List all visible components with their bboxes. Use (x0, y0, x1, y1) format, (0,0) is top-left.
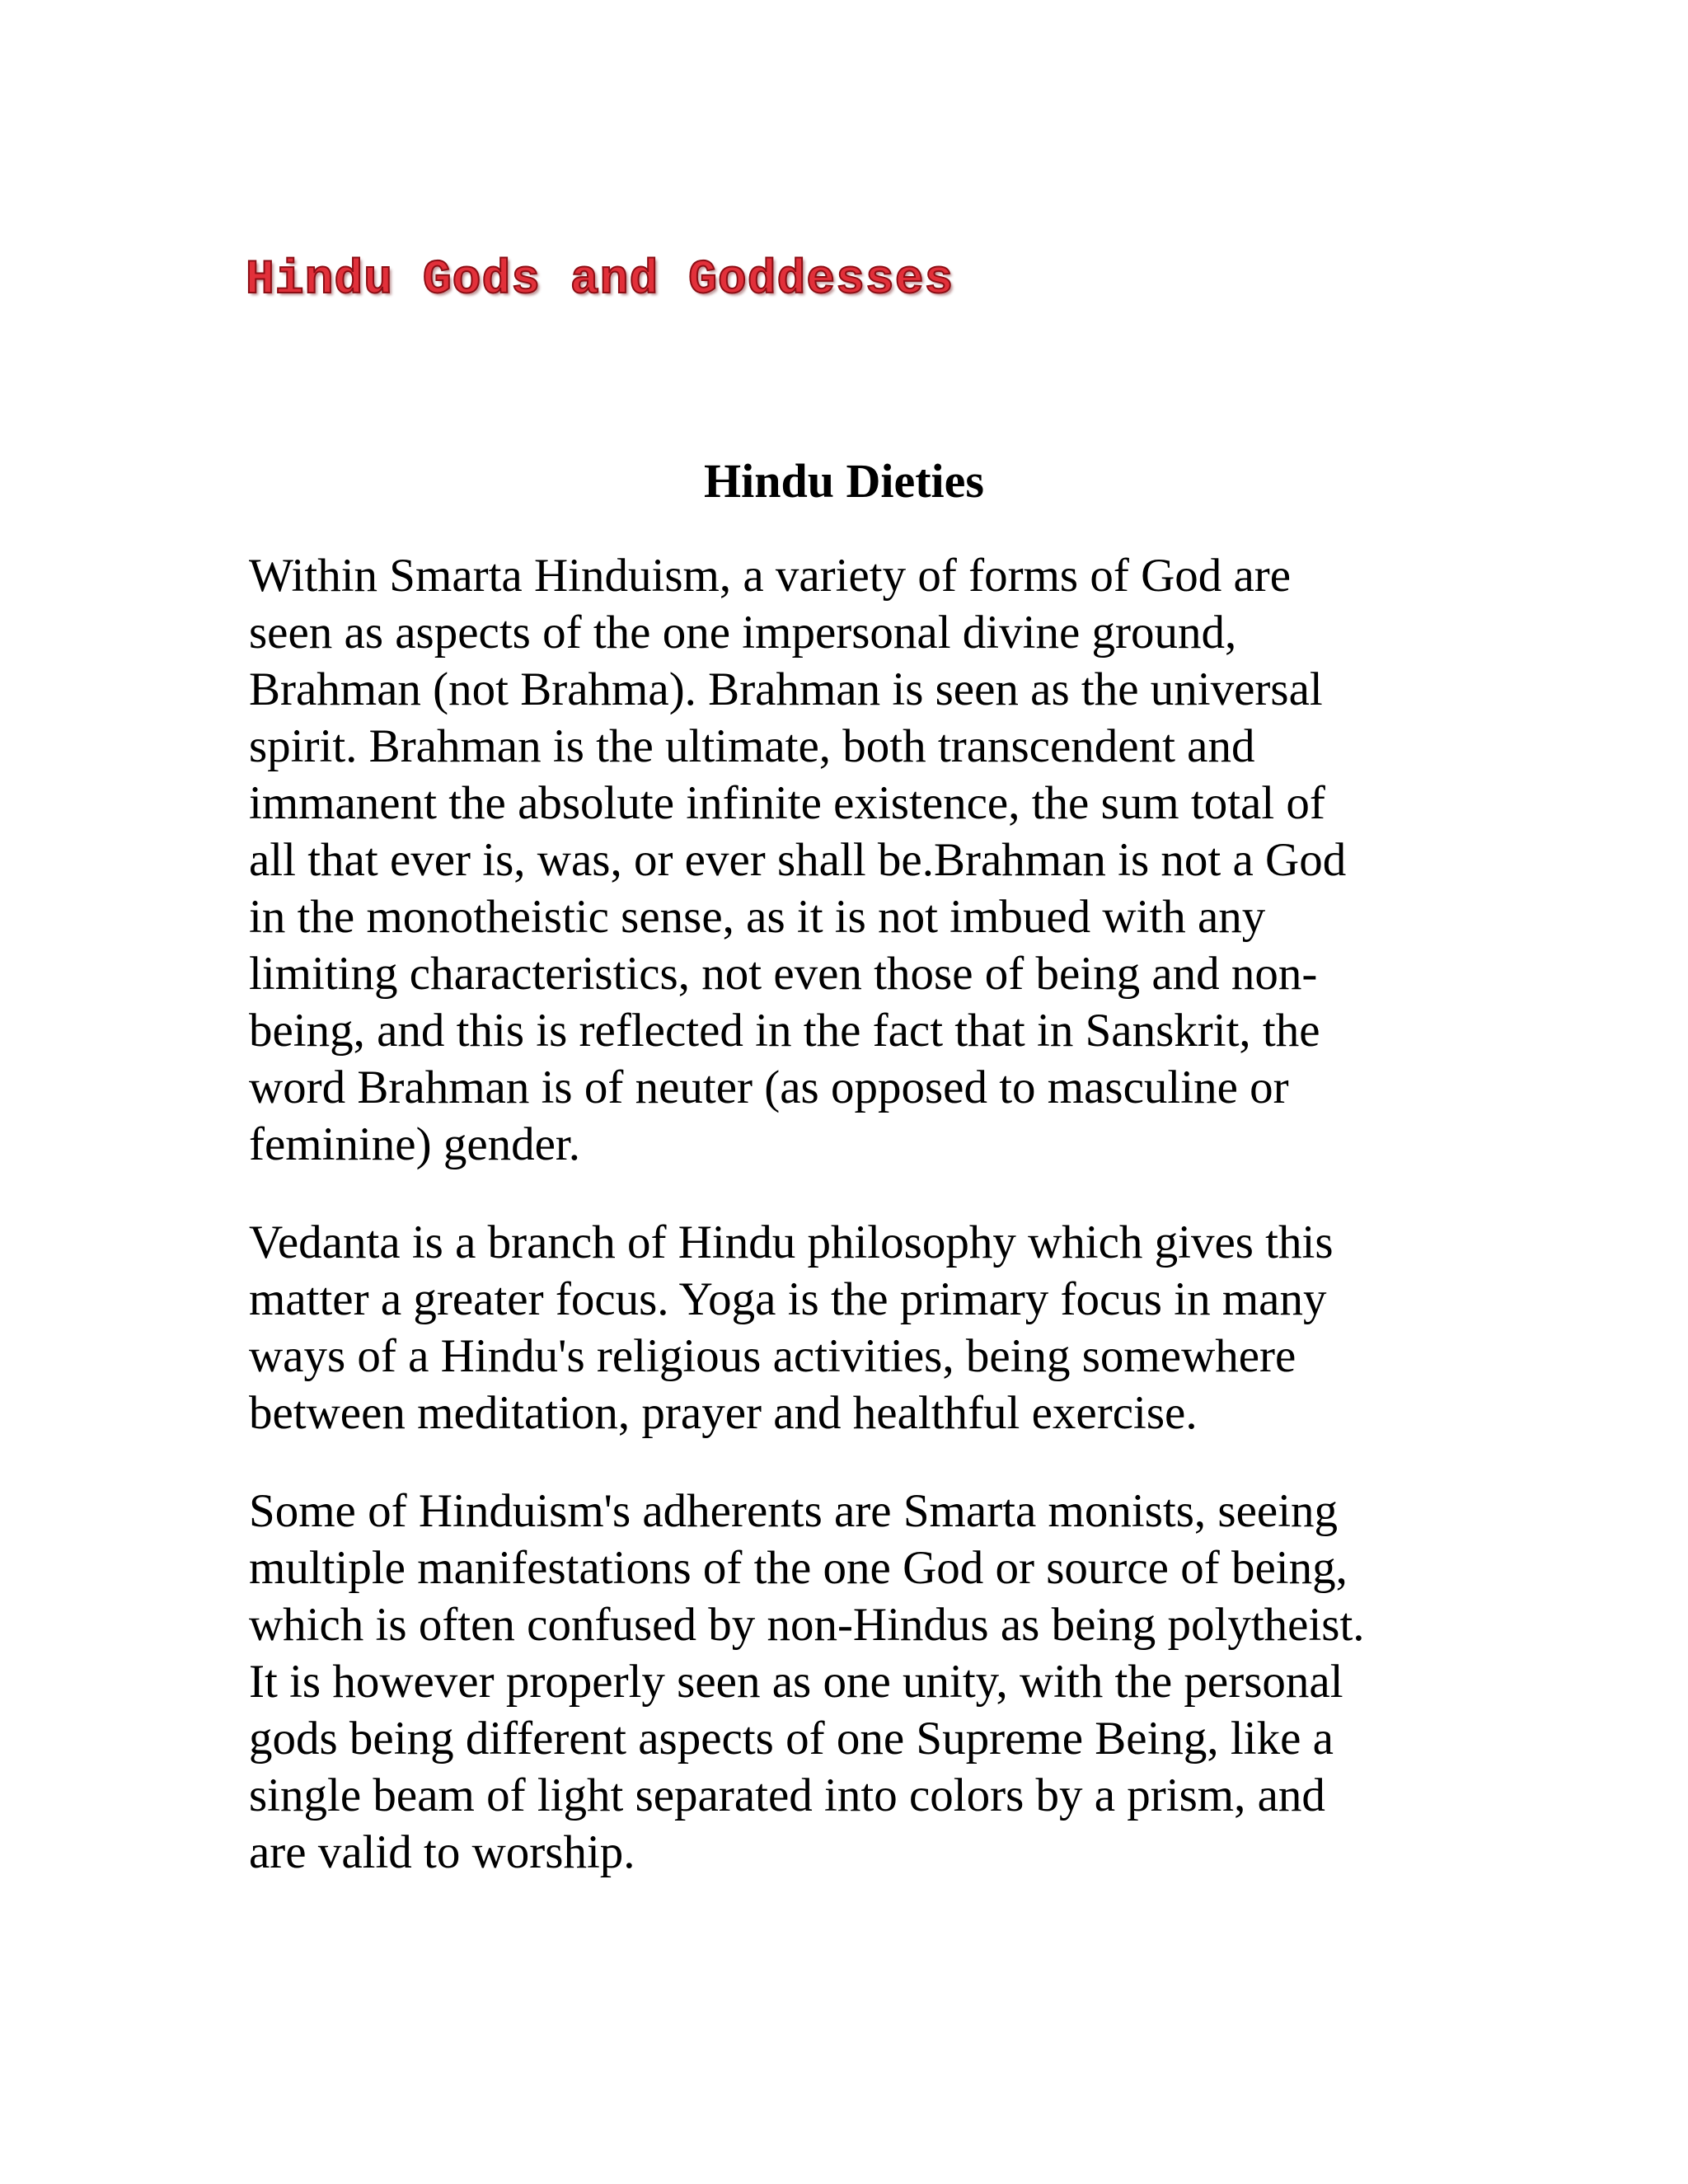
paragraph-line: Within Smarta Hinduism, a variety of forms of God are (249, 550, 1292, 602)
body-text (249, 547, 1461, 1922)
paragraph-line: spirit. Brahman is the ultimate, both transcendent and (249, 720, 1255, 772)
paragraph-line: all that ever is, was, or ever shall be.Brahman is not a God (249, 834, 1347, 886)
paragraph-line: word Brahman is of neuter (as opposed to masculine or (249, 1062, 1289, 1113)
document-title: Hindu Gods and Goddesses (246, 254, 954, 307)
paragraph-line: Some of Hinduism's adherents are Smarta monists, seeing (249, 1485, 1339, 1537)
paragraph-line: ways of a Hindu's religious activities, being somewhere (249, 1330, 1296, 1382)
paragraph-line: which is often confused by non-Hindus as being polytheist. (249, 1599, 1365, 1651)
paragraph-line: in the monotheistic sense, as it is not imbued with any (249, 891, 1266, 943)
paragraph-line: are valid to worship. (249, 1826, 635, 1878)
paragraph-line: immanent the absolute infinite existence, the sum total of (249, 777, 1325, 829)
paragraph-line: Vedanta is a branch of Hindu philosophy which gives this (249, 1216, 1334, 1268)
paragraph (249, 1483, 1461, 1881)
paragraph-line: single beam of light separated into colors by a prism, and (249, 1769, 1325, 1821)
paragraph-line: It is however properly seen as one unity, with the personal (249, 1656, 1343, 1708)
paragraph-line: seen as aspects of the one impersonal divine ground, (249, 607, 1237, 658)
paragraph-line: gods being different aspects of one Supreme Being, like a (249, 1713, 1334, 1765)
paragraph-line: being, and this is reflected in the fact that in Sanskrit, the (249, 1005, 1320, 1057)
section-heading: Hindu Dieties (704, 454, 984, 508)
paragraph-line: Brahman (not Brahma). Brahman is seen as the universal (249, 663, 1323, 715)
paragraph (249, 1214, 1461, 1441)
paragraph-line: between meditation, prayer and healthful exercise. (249, 1387, 1198, 1439)
paragraph-line: matter a greater focus. Yoga is the primary focus in many (249, 1273, 1327, 1325)
paragraph (249, 547, 1461, 1173)
paragraph-line: feminine) gender. (249, 1118, 581, 1170)
paragraph-line: limiting characteristics, not even those of being and non- (249, 948, 1318, 1000)
paragraph-line: multiple manifestations of the one God or source of being, (249, 1542, 1348, 1594)
